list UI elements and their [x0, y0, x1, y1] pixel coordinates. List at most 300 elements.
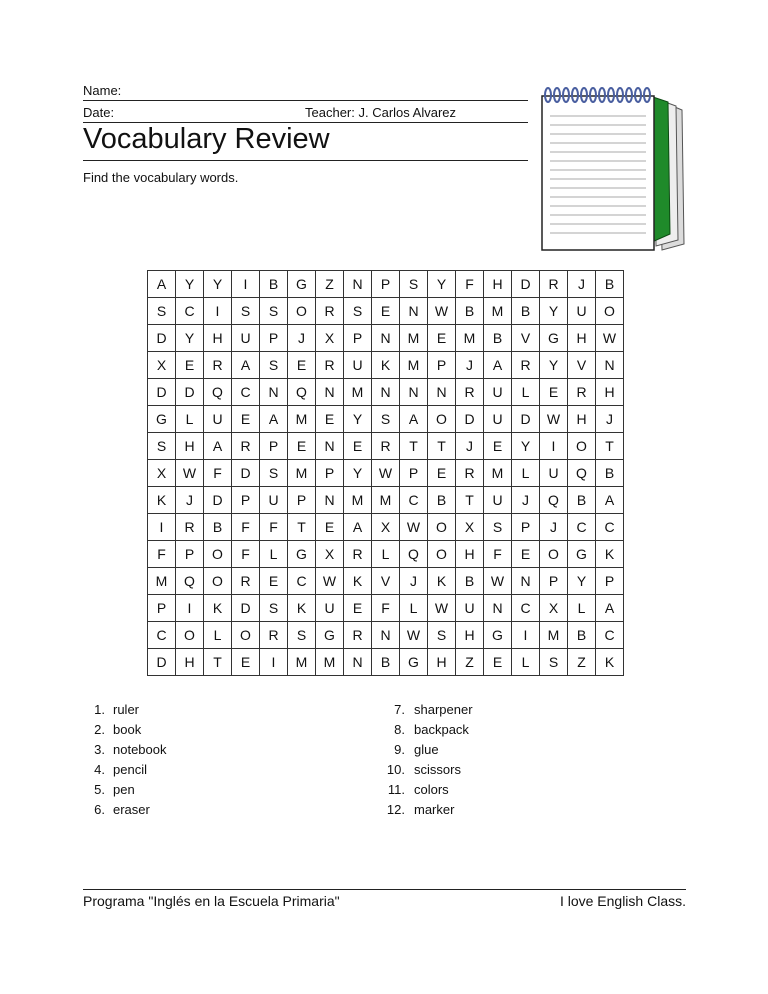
grid-cell[interactable]: Q — [176, 568, 204, 595]
name-line — [83, 100, 528, 101]
grid-cell[interactable]: A — [232, 352, 260, 379]
grid-cell[interactable]: O — [428, 541, 456, 568]
grid-cell[interactable]: H — [596, 379, 624, 406]
grid-cell[interactable]: E — [484, 649, 512, 676]
grid-row — [148, 298, 624, 325]
grid-cell[interactable]: C — [400, 487, 428, 514]
grid-cell[interactable]: T — [400, 433, 428, 460]
grid-cell[interactable]: E — [232, 649, 260, 676]
grid-cell[interactable]: I — [260, 649, 288, 676]
grid-cell[interactable]: P — [540, 568, 568, 595]
grid-cell[interactable]: Q — [568, 460, 596, 487]
grid-cell[interactable]: U — [204, 406, 232, 433]
grid-cell[interactable]: S — [260, 595, 288, 622]
grid-cell[interactable]: P — [316, 460, 344, 487]
item-number: 4. — [94, 762, 105, 777]
grid-cell[interactable]: Q — [288, 379, 316, 406]
grid-cell[interactable]: O — [428, 406, 456, 433]
grid-cell[interactable]: J — [176, 487, 204, 514]
grid-cell[interactable]: D — [148, 325, 176, 352]
grid-cell[interactable]: C — [512, 595, 540, 622]
grid-cell[interactable]: K — [148, 487, 176, 514]
grid-cell[interactable]: T — [204, 649, 232, 676]
item-number: 11. — [387, 782, 405, 797]
grid-cell[interactable]: M — [400, 325, 428, 352]
grid-cell[interactable]: K — [288, 595, 316, 622]
grid-cell[interactable]: H — [176, 433, 204, 460]
grid-cell[interactable]: M — [288, 406, 316, 433]
grid-cell[interactable]: U — [540, 460, 568, 487]
grid-cell[interactable]: M — [288, 460, 316, 487]
list-item — [383, 800, 455, 820]
grid-cell[interactable]: C — [176, 298, 204, 325]
grid-cell[interactable]: I — [204, 298, 232, 325]
grid-cell[interactable]: W — [596, 325, 624, 352]
grid-cell[interactable]: N — [372, 325, 400, 352]
list-item — [85, 760, 147, 780]
grid-cell[interactable]: R — [232, 433, 260, 460]
grid-row — [148, 541, 624, 568]
item-word: notebook — [113, 742, 167, 757]
grid-cell[interactable]: D — [512, 271, 540, 298]
grid-row — [148, 433, 624, 460]
grid-cell[interactable]: Y — [344, 460, 372, 487]
grid-cell[interactable]: P — [288, 487, 316, 514]
grid-cell[interactable]: B — [456, 298, 484, 325]
grid-cell[interactable]: O — [596, 298, 624, 325]
grid-cell[interactable]: F — [148, 541, 176, 568]
grid-cell[interactable]: T — [428, 433, 456, 460]
grid-cell[interactable]: S — [428, 622, 456, 649]
grid-cell[interactable]: A — [148, 271, 176, 298]
grid-cell[interactable]: N — [316, 379, 344, 406]
item-word: marker — [414, 802, 455, 817]
grid-cell[interactable]: N — [372, 622, 400, 649]
grid-cell[interactable]: J — [400, 568, 428, 595]
grid-cell[interactable]: Y — [204, 271, 232, 298]
grid-cell[interactable]: J — [568, 271, 596, 298]
grid-cell[interactable]: R — [316, 352, 344, 379]
grid-cell[interactable]: N — [316, 487, 344, 514]
grid-cell[interactable]: S — [540, 649, 568, 676]
grid-cell[interactable]: O — [204, 568, 232, 595]
grid-cell[interactable]: F — [232, 541, 260, 568]
footer-slogan-text: I love English Class. — [559, 893, 686, 909]
grid-cell[interactable]: C — [148, 622, 176, 649]
grid-cell[interactable]: R — [540, 271, 568, 298]
page-title: Vocabulary Review — [83, 123, 330, 155]
grid-cell[interactable]: G — [568, 541, 596, 568]
grid-cell[interactable]: N — [260, 379, 288, 406]
grid-cell[interactable]: A — [204, 433, 232, 460]
word-list-right — [383, 700, 473, 820]
grid-row — [148, 649, 624, 676]
grid-cell[interactable]: D — [232, 460, 260, 487]
grid-cell[interactable]: L — [512, 649, 540, 676]
grid-cell[interactable]: T — [456, 487, 484, 514]
grid-cell[interactable]: D — [232, 595, 260, 622]
grid-cell[interactable]: X — [372, 514, 400, 541]
grid-cell[interactable]: O — [176, 622, 204, 649]
grid-cell[interactable]: U — [316, 595, 344, 622]
grid-cell[interactable]: M — [484, 298, 512, 325]
grid-cell[interactable]: R — [456, 460, 484, 487]
grid-cell[interactable]: S — [260, 460, 288, 487]
grid-cell[interactable]: F — [232, 514, 260, 541]
grid-cell[interactable]: S — [148, 298, 176, 325]
grid-cell[interactable]: D — [176, 379, 204, 406]
item-word: eraser — [113, 802, 150, 817]
grid-cell[interactable]: N — [428, 379, 456, 406]
grid-cell[interactable]: D — [204, 487, 232, 514]
grid-cell[interactable]: P — [176, 541, 204, 568]
item-number: 6. — [94, 802, 105, 817]
grid-cell[interactable]: M — [540, 622, 568, 649]
grid-cell[interactable]: U — [456, 595, 484, 622]
item-word: pen — [113, 782, 135, 797]
grid-cell[interactable]: V — [568, 352, 596, 379]
grid-cell[interactable]: F — [484, 541, 512, 568]
grid-cell[interactable]: Q — [400, 541, 428, 568]
grid-row — [148, 595, 624, 622]
grid-cell[interactable]: R — [232, 568, 260, 595]
grid-cell[interactable]: B — [428, 487, 456, 514]
grid-cell[interactable]: N — [484, 595, 512, 622]
grid-cell[interactable]: H — [568, 325, 596, 352]
grid-cell[interactable]: H — [568, 406, 596, 433]
grid-cell[interactable]: R — [456, 379, 484, 406]
grid-cell[interactable]: R — [344, 541, 372, 568]
grid-cell[interactable]: R — [344, 622, 372, 649]
grid-row — [148, 325, 624, 352]
grid-cell[interactable]: B — [568, 622, 596, 649]
grid-row — [148, 352, 624, 379]
grid-cell[interactable]: I — [176, 595, 204, 622]
list-item — [383, 720, 469, 740]
grid-cell[interactable]: U — [568, 298, 596, 325]
grid-cell[interactable]: L — [176, 406, 204, 433]
grid-cell[interactable]: E — [428, 325, 456, 352]
grid-cell[interactable]: U — [484, 487, 512, 514]
grid-row — [148, 379, 624, 406]
grid-cell[interactable]: C — [596, 514, 624, 541]
grid-cell[interactable]: E — [344, 595, 372, 622]
grid-cell[interactable]: I — [232, 271, 260, 298]
grid-cell[interactable]: A — [596, 595, 624, 622]
grid-cell[interactable]: G — [400, 649, 428, 676]
grid-cell[interactable]: T — [596, 433, 624, 460]
grid-cell[interactable]: H — [456, 622, 484, 649]
grid-cell[interactable]: K — [344, 568, 372, 595]
grid-cell[interactable]: G — [288, 541, 316, 568]
grid-cell[interactable]: V — [372, 568, 400, 595]
grid-cell[interactable]: N — [512, 568, 540, 595]
item-number: 12. — [386, 802, 405, 817]
grid-cell[interactable]: S — [400, 271, 428, 298]
grid-cell[interactable]: N — [596, 352, 624, 379]
list-item — [85, 700, 140, 720]
grid-cell[interactable]: E — [288, 352, 316, 379]
list-item — [383, 760, 461, 780]
grid-cell[interactable]: X — [316, 325, 344, 352]
grid-cell[interactable]: Y — [568, 568, 596, 595]
grid-cell[interactable]: L — [372, 541, 400, 568]
grid-cell[interactable]: E — [316, 406, 344, 433]
grid-cell[interactable]: S — [148, 433, 176, 460]
grid-cell[interactable]: S — [288, 622, 316, 649]
grid-cell[interactable]: R — [204, 352, 232, 379]
grid-cell[interactable]: E — [512, 541, 540, 568]
grid-cell[interactable]: E — [344, 433, 372, 460]
grid-cell[interactable]: M — [316, 649, 344, 676]
grid-cell[interactable]: E — [260, 568, 288, 595]
grid-cell[interactable]: P — [512, 514, 540, 541]
grid-cell[interactable]: P — [344, 325, 372, 352]
grid-cell[interactable]: W — [316, 568, 344, 595]
grid-cell[interactable]: X — [316, 541, 344, 568]
grid-cell[interactable]: S — [232, 298, 260, 325]
grid-cell[interactable]: L — [512, 379, 540, 406]
item-word: backpack — [414, 722, 469, 737]
grid-cell[interactable]: Y — [540, 352, 568, 379]
grid-cell[interactable]: Q — [204, 379, 232, 406]
grid-cell[interactable]: N — [316, 433, 344, 460]
grid-cell[interactable]: R — [316, 298, 344, 325]
grid-cell[interactable]: F — [372, 595, 400, 622]
item-number: 1. — [94, 702, 105, 717]
grid-cell[interactable]: L — [260, 541, 288, 568]
grid-cell[interactable]: D — [456, 406, 484, 433]
grid-cell[interactable]: R — [568, 379, 596, 406]
grid-cell[interactable]: U — [484, 379, 512, 406]
item-number: 8. — [394, 722, 405, 737]
grid-cell[interactable]: D — [148, 379, 176, 406]
grid-cell[interactable]: F — [260, 514, 288, 541]
grid-cell[interactable]: Y — [176, 325, 204, 352]
grid-cell[interactable]: S — [484, 514, 512, 541]
item-word: scissors — [414, 762, 461, 777]
grid-cell[interactable]: Y — [428, 271, 456, 298]
grid-cell[interactable]: P — [232, 487, 260, 514]
grid-cell[interactable]: R — [372, 433, 400, 460]
grid-cell[interactable]: E — [484, 433, 512, 460]
grid-cell[interactable]: W — [372, 460, 400, 487]
grid-cell[interactable]: B — [568, 487, 596, 514]
grid-cell[interactable]: P — [260, 325, 288, 352]
grid-cell[interactable]: M — [400, 352, 428, 379]
grid-cell[interactable]: B — [596, 271, 624, 298]
grid-cell[interactable]: B — [456, 568, 484, 595]
grid-cell[interactable]: B — [512, 298, 540, 325]
grid-cell[interactable]: V — [512, 325, 540, 352]
grid-row — [148, 406, 624, 433]
grid-cell[interactable]: W — [176, 460, 204, 487]
grid-cell[interactable]: E — [176, 352, 204, 379]
list-item — [383, 740, 439, 760]
grid-cell[interactable]: W — [400, 622, 428, 649]
grid-cell[interactable]: O — [204, 541, 232, 568]
grid-cell[interactable]: N — [344, 649, 372, 676]
grid-cell[interactable]: U — [484, 406, 512, 433]
grid-cell[interactable]: E — [372, 298, 400, 325]
grid-cell[interactable]: O — [428, 514, 456, 541]
grid-cell[interactable]: J — [596, 406, 624, 433]
grid-cell[interactable]: M — [288, 649, 316, 676]
grid-cell[interactable]: Z — [456, 649, 484, 676]
grid-cell[interactable]: R — [176, 514, 204, 541]
grid-cell[interactable]: I — [148, 514, 176, 541]
grid-cell[interactable]: G — [484, 622, 512, 649]
grid-cell[interactable]: M — [372, 487, 400, 514]
grid-cell[interactable]: H — [176, 649, 204, 676]
grid-cell[interactable]: K — [596, 649, 624, 676]
item-number: 2. — [94, 722, 105, 737]
grid-cell[interactable]: G — [540, 325, 568, 352]
footer-line — [83, 889, 686, 890]
grid-cell[interactable]: Y — [512, 433, 540, 460]
grid-cell[interactable]: J — [512, 487, 540, 514]
grid-cell[interactable]: K — [204, 595, 232, 622]
grid-cell[interactable]: N — [400, 298, 428, 325]
grid-cell[interactable]: B — [484, 325, 512, 352]
grid-cell[interactable]: S — [344, 298, 372, 325]
grid-cell[interactable]: W — [484, 568, 512, 595]
grid-cell[interactable]: J — [540, 514, 568, 541]
grid-cell[interactable]: P — [428, 352, 456, 379]
grid-cell[interactable]: S — [372, 406, 400, 433]
grid-cell[interactable]: Q — [540, 487, 568, 514]
grid-cell[interactable]: W — [428, 298, 456, 325]
grid-cell[interactable]: K — [596, 541, 624, 568]
grid-cell[interactable]: U — [260, 487, 288, 514]
grid-cell[interactable]: J — [456, 352, 484, 379]
grid-cell[interactable]: B — [204, 514, 232, 541]
grid-cell[interactable]: U — [232, 325, 260, 352]
grid-cell[interactable]: O — [568, 433, 596, 460]
grid-cell[interactable]: Z — [316, 271, 344, 298]
grid-cell[interactable]: I — [512, 622, 540, 649]
grid-cell[interactable]: P — [400, 460, 428, 487]
item-word: pencil — [113, 762, 147, 777]
grid-cell[interactable]: Y — [176, 271, 204, 298]
grid-cell[interactable]: K — [428, 568, 456, 595]
grid-cell[interactable]: N — [344, 271, 372, 298]
grid-cell[interactable]: C — [568, 514, 596, 541]
grid-cell[interactable]: Z — [568, 649, 596, 676]
grid-cell[interactable]: U — [344, 352, 372, 379]
grid-cell[interactable]: A — [400, 406, 428, 433]
grid-cell[interactable]: M — [148, 568, 176, 595]
grid-cell[interactable]: E — [232, 406, 260, 433]
grid-cell[interactable]: B — [260, 271, 288, 298]
grid-cell[interactable]: W — [540, 406, 568, 433]
grid-cell[interactable]: D — [148, 649, 176, 676]
grid-row — [148, 460, 624, 487]
grid-cell[interactable]: Y — [344, 406, 372, 433]
grid-cell[interactable]: F — [456, 271, 484, 298]
grid-cell[interactable]: A — [484, 352, 512, 379]
grid-cell[interactable]: A — [344, 514, 372, 541]
grid-row — [148, 514, 624, 541]
title-underline — [83, 160, 528, 161]
grid-cell[interactable]: A — [596, 487, 624, 514]
grid-cell[interactable]: B — [596, 460, 624, 487]
grid-cell[interactable]: L — [400, 595, 428, 622]
grid-cell[interactable]: C — [288, 568, 316, 595]
grid-cell[interactable]: L — [204, 622, 232, 649]
grid-cell[interactable]: B — [372, 649, 400, 676]
grid-cell[interactable]: C — [596, 622, 624, 649]
grid-cell[interactable]: R — [512, 352, 540, 379]
item-word: ruler — [113, 702, 140, 717]
grid-cell[interactable]: J — [288, 325, 316, 352]
grid-cell[interactable]: P — [372, 271, 400, 298]
grid-cell[interactable]: H — [204, 325, 232, 352]
grid-cell[interactable]: G — [316, 622, 344, 649]
grid-cell[interactable]: H — [428, 649, 456, 676]
grid-cell[interactable]: M — [484, 460, 512, 487]
grid-cell[interactable]: N — [372, 379, 400, 406]
grid-cell[interactable]: X — [148, 460, 176, 487]
grid-cell[interactable]: C — [232, 379, 260, 406]
grid-cell[interactable]: I — [540, 433, 568, 460]
grid-cell[interactable]: M — [456, 325, 484, 352]
grid-cell[interactable]: W — [400, 514, 428, 541]
grid-cell[interactable]: X — [540, 595, 568, 622]
grid-cell[interactable]: E — [540, 379, 568, 406]
grid-cell[interactable]: X — [148, 352, 176, 379]
grid-cell[interactable]: H — [484, 271, 512, 298]
grid-cell[interactable]: A — [260, 406, 288, 433]
item-word: colors — [414, 782, 449, 797]
grid-cell[interactable]: H — [456, 541, 484, 568]
grid-cell[interactable]: T — [288, 514, 316, 541]
grid-cell[interactable]: E — [288, 433, 316, 460]
name-label: Name: — [83, 83, 122, 98]
grid-cell[interactable]: S — [260, 352, 288, 379]
grid-cell[interactable]: P — [596, 568, 624, 595]
grid-row — [148, 271, 624, 298]
grid-cell[interactable]: F — [204, 460, 232, 487]
list-item — [383, 780, 449, 800]
grid-cell[interactable]: X — [456, 514, 484, 541]
grid-cell[interactable]: O — [232, 622, 260, 649]
grid-cell[interactable]: L — [512, 460, 540, 487]
grid-cell[interactable]: R — [260, 622, 288, 649]
spiral-notepad-icon — [538, 84, 688, 256]
grid-cell[interactable]: W — [428, 595, 456, 622]
list-item — [85, 740, 167, 760]
grid-cell[interactable]: J — [456, 433, 484, 460]
grid-cell[interactable]: D — [512, 406, 540, 433]
grid-cell[interactable]: E — [428, 460, 456, 487]
grid-cell[interactable]: M — [344, 487, 372, 514]
grid-cell[interactable]: E — [316, 514, 344, 541]
grid-cell[interactable]: Y — [540, 298, 568, 325]
grid-cell[interactable]: N — [400, 379, 428, 406]
grid-cell[interactable]: L — [568, 595, 596, 622]
grid-cell[interactable]: G — [288, 271, 316, 298]
list-item — [85, 800, 150, 820]
grid-cell[interactable]: S — [260, 298, 288, 325]
grid-cell[interactable]: P — [148, 595, 176, 622]
grid-cell[interactable]: M — [344, 379, 372, 406]
grid-cell[interactable]: O — [540, 541, 568, 568]
grid-cell[interactable]: G — [148, 406, 176, 433]
grid-cell[interactable]: O — [288, 298, 316, 325]
grid-cell[interactable]: P — [260, 433, 288, 460]
grid-cell[interactable]: K — [372, 352, 400, 379]
